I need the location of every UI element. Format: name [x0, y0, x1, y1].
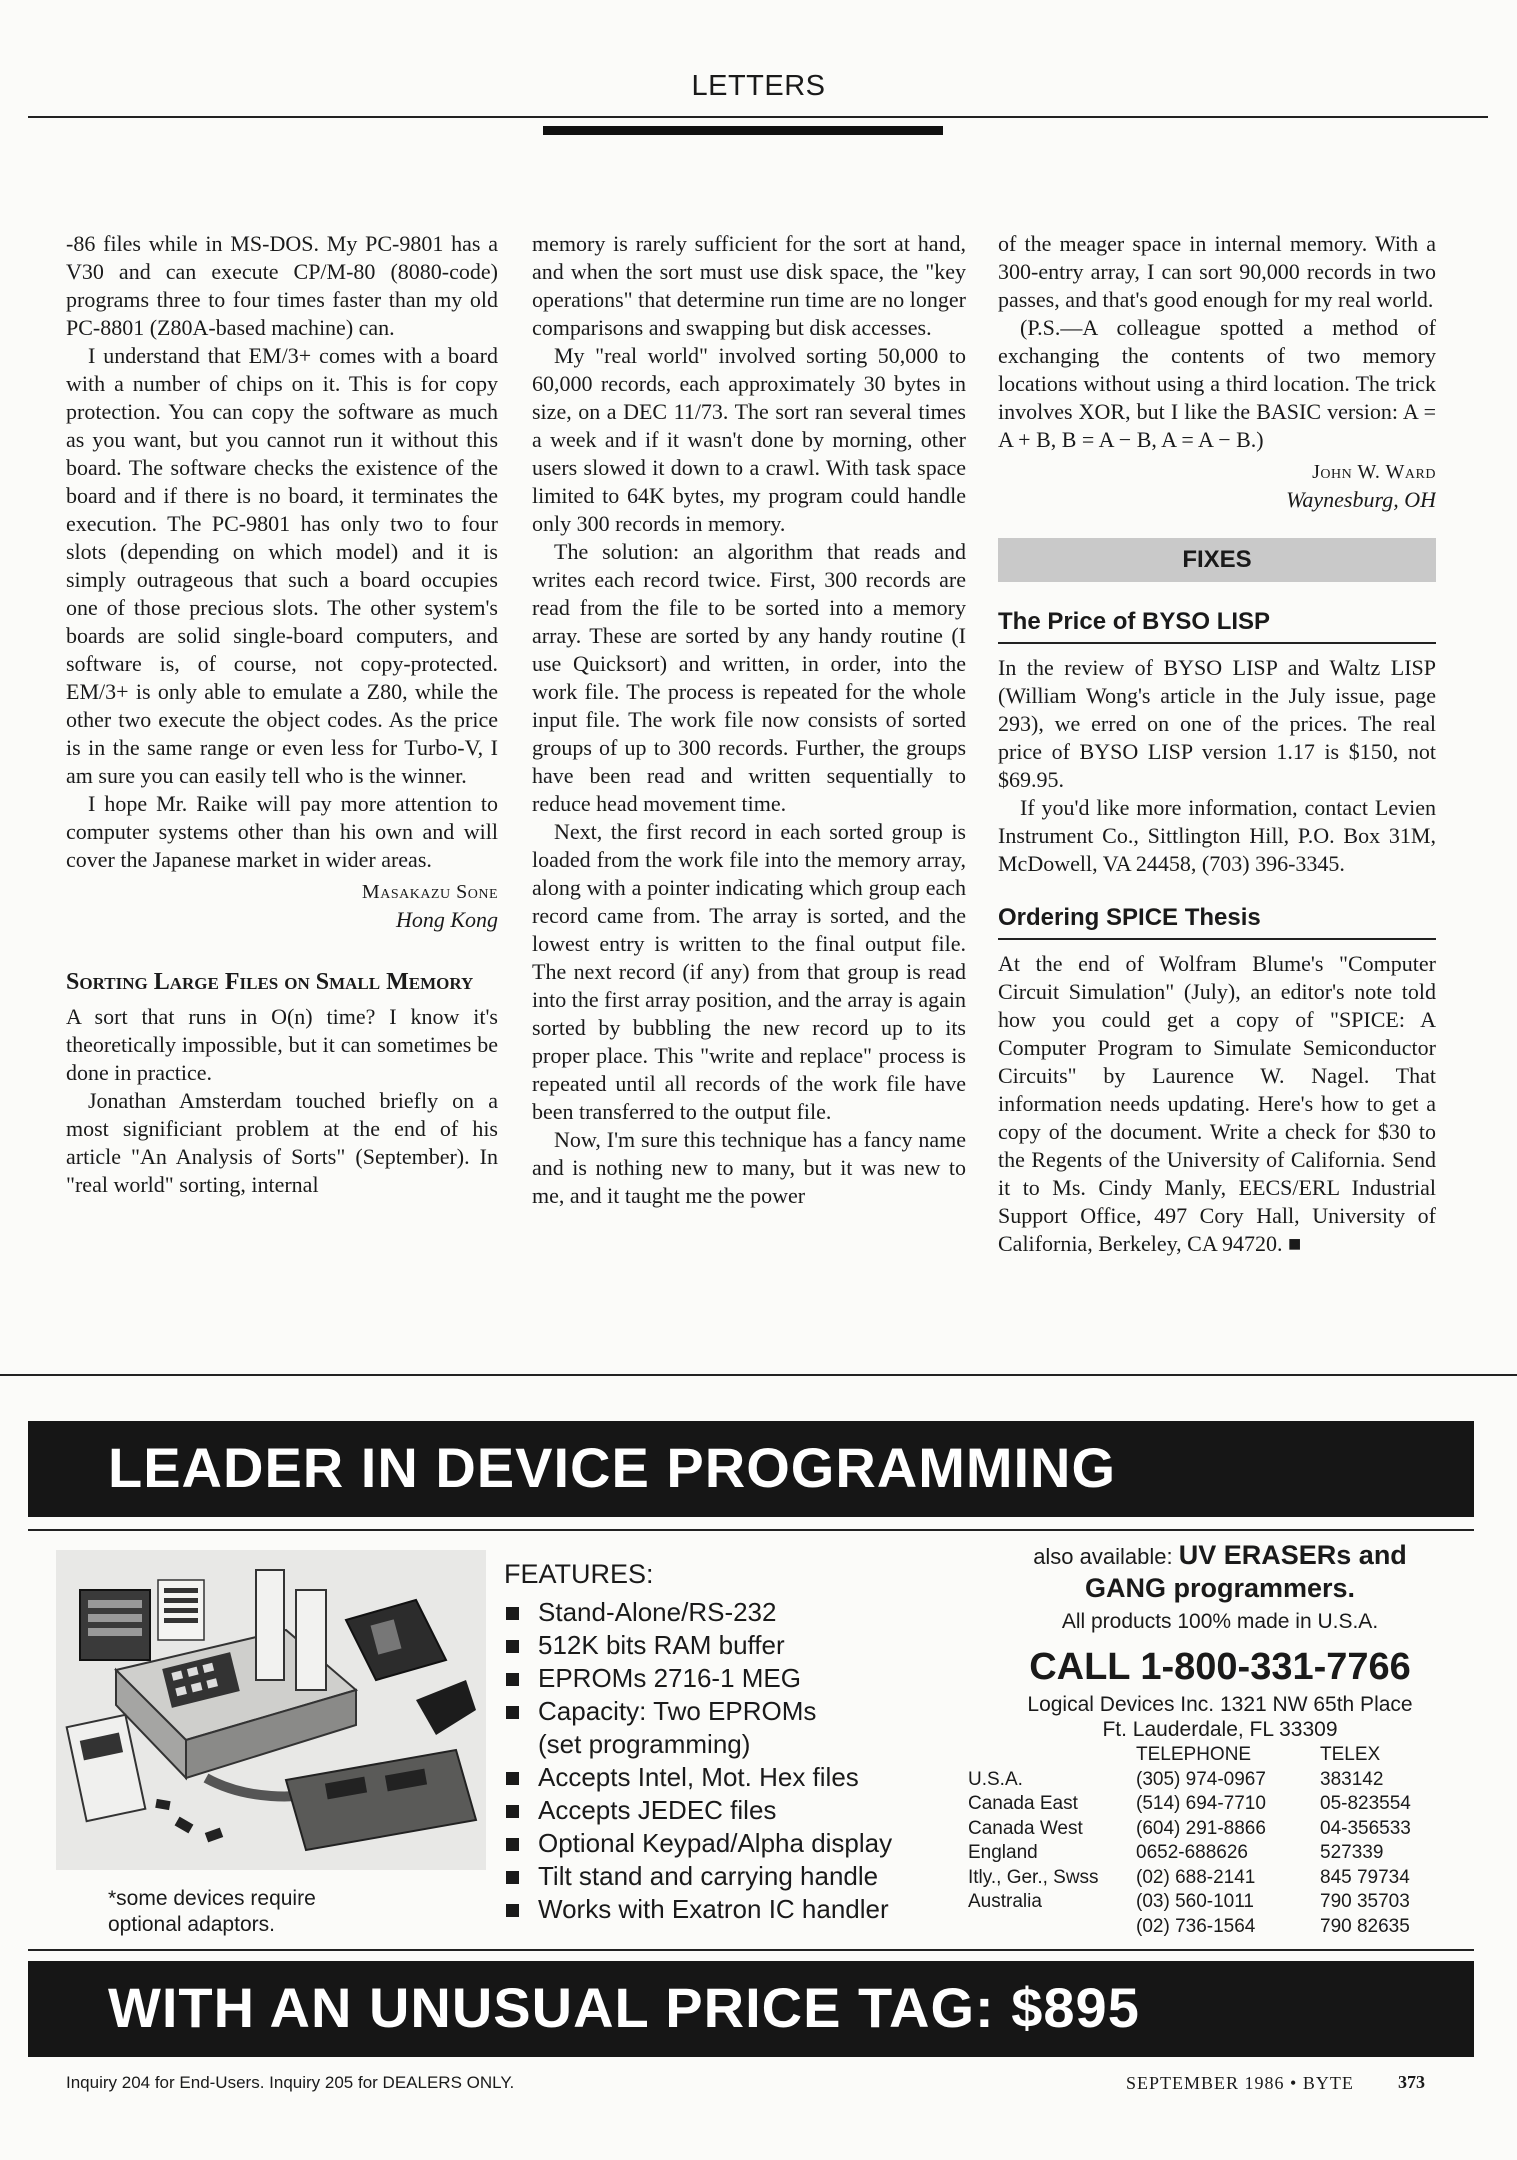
feature-item: Stand-Alone/RS-232 [504, 1596, 944, 1629]
feature-item: Accepts JEDEC files [504, 1794, 944, 1827]
ad-top-rule [0, 1374, 1517, 1376]
features-title: FEATURES: [504, 1559, 654, 1589]
feature-item-continued: (set programming) [538, 1729, 751, 1759]
letter-paragraph: My "real world" involved sorting 50,000 to 60,000 records, each approximately 30 bytes in size, on a DEC 11/73. The sort ran several times a week and if it wasn't done by morning, other users slowed it down to a crawl. With task space limited to 64K bytes, my program could handle only 300 records in memory. [532, 343, 966, 536]
header-rule [28, 116, 1488, 118]
telephone-header: TELEPHONE [1136, 1744, 1252, 1765]
ad-rule [28, 1949, 1474, 1951]
contact-header-row [968, 1743, 1468, 1768]
signature-place: Waynesburg, OH [1286, 487, 1436, 512]
photo-caption-line: optional adaptors. [108, 1913, 275, 1936]
also-available: also available: UV ERASERs and [1033, 1540, 1407, 1570]
ad-price-text: WITH AN UNUSUAL PRICE TAG: $895 [108, 1976, 1140, 2039]
letter-paragraph: I understand that EM/3+ comes with a board with a number of chips on it. This is for copy protection. You can copy the software as much as you want, but you cannot run it without this board. The software checks the existence of the board and if there is no board, it terminates the execution. The PC-9801 has only two to four slots (depending on which model) and it is simply outrageous that such a board occupies one of those precious slots. The other system's boards are solid single-board computers, and software is, of course, not copy-protected. EM/3+ is only able to emulate a Z80, while the other two execute the object codes. As the price is in the same range or even less for Turbo-V, I am sure you can easily tell who is the winner. [66, 343, 498, 788]
bullet-square-icon [506, 1904, 519, 1917]
feature-item: Optional Keypad/Alpha display [504, 1827, 944, 1860]
company-city: Ft. Lauderdale, FL 33309 [1102, 1718, 1338, 1741]
page-number: 373 [1398, 2072, 1425, 2092]
section-header: LETTERS [691, 70, 826, 102]
contact-row: Canada West (604) 291-8866 04-356533 [968, 1817, 1411, 1839]
bullet-square-icon [506, 1640, 519, 1653]
company-address: Logical Devices Inc. 1321 NW 65th Place [1027, 1693, 1413, 1716]
feature-item: Accepts Intel, Mot. Hex files [504, 1761, 944, 1794]
photo-caption [108, 1886, 438, 1938]
bullet-square-icon [506, 1706, 519, 1719]
article-column-1 [66, 230, 498, 1350]
letter-paragraph: memory is rarely sufficient for the sort at hand, and when the sort must use disk space, the "key operations" that determine run time are no longer comparisons and swapping but disk accesses. [532, 231, 966, 340]
ad-rule [28, 1529, 1474, 1531]
letter-paragraph: A sort that runs in O(n) time? I know it's theoretically impossible, but it can sometimes be done in practice. [66, 1004, 498, 1085]
features-list [504, 1556, 944, 1926]
bullet-square-icon [506, 1805, 519, 1818]
letter-paragraph: Next, the first record in each sorted group is loaded from the work file into the memory array, along with a pointer indicating which group each record came from. The array is sorted, and the lowest entry is written to the final output file. The next record (if any) from that group is read into the first array position, and the array is again sorted by bubbling the new record up to its proper place. This "write and replace" process is repeated until all records of the work file have been transferred to the output file. [532, 819, 966, 1124]
call-number: CALL 1-800-331-7766 [1029, 1646, 1411, 1688]
telex-header: TELEX [1320, 1744, 1381, 1765]
contact-table [968, 1743, 1468, 1939]
made-in-usa: All products 100% made in U.S.A. [1061, 1610, 1379, 1633]
letter-paragraph: Jonathan Amsterdam touched briefly on a most significiant problem at the end of his article "An Analysis of Sorts" (September). In "real world" sorting, internal [66, 1088, 498, 1197]
contact-row: England 0652-688626 527339 [968, 1842, 1384, 1863]
bullet-square-icon [506, 1607, 519, 1620]
ad-headline-banner [28, 1421, 1474, 1517]
contact-row: Canada East (514) 694-7710 05-823554 [968, 1793, 1411, 1814]
feature-item: 512K bits RAM buffer [504, 1629, 944, 1662]
also-product-line-2: GANG programmers. [1084, 1573, 1356, 1603]
contact-row: Australia (03) 560-1011 790 35703 [968, 1891, 1410, 1912]
product-photo [56, 1550, 486, 1870]
signature-name: John W. Ward [1312, 461, 1436, 483]
letter-paragraph: of the meager space in internal memory. With a 300-entry array, I can sort 90,000 records in two passes, and that's good enough for my real world. [998, 231, 1436, 312]
feature-item: Capacity: Two EPROMs [504, 1695, 944, 1728]
fix-paragraph: In the review of BYSO LISP and Waltz LISP (William Wong's article in the July issue, page 293), we erred on one of the prices. The real price of BYSO LISP version 1.17 is $150, not $69.95. [998, 655, 1436, 792]
bullet-square-icon [506, 1838, 519, 1851]
fix-heading: Ordering SPICE Thesis [998, 902, 1436, 940]
letter-paragraph: -86 files while in MS-DOS. My PC-9801 has a V30 and can execute CP/M-80 (8080-code) programs three to four times faster than my old PC-8801 (Z80A-based machine) can. [66, 231, 498, 340]
letter-paragraph: The solution: an algorithm that reads and writes each record twice. First, 300 records are read from the file to be sorted into a memory array. These are sorted by any handy routine (I use Quicksort) and written, in order, into the work file. The process is repeated for the whole input file. The work file now consists of sorted groups of up to 300 records. Further, the groups have been read and written sequentially to reduce head movement time. [532, 539, 966, 816]
contact-block [960, 1540, 1480, 1742]
signature-name: Masakazu Sone [361, 881, 498, 903]
fix-paragraph: If you'd like more information, contact Levien Instrument Co., Sittlington Hill, P.O. Box 31M, McDowell, VA 24458, (703) 396-3345. [998, 795, 1436, 876]
feature-item: EPROMs 2716-1 MEG [504, 1662, 944, 1695]
bullet-square-icon [506, 1772, 519, 1785]
fixes-banner: FIXES [998, 538, 1436, 582]
footer-inquiry: Inquiry 204 for End-Users. Inquiry 205 for DEALERS ONLY. [66, 2073, 515, 2092]
article-column-2 [532, 230, 966, 1350]
letter-paragraph: (P.S.—A colleague spotted a method of exchanging the contents of two memory locations without using a third location. The trick involves XOR, but I like the BASIC version: A = A + B, B = A − B, A = A − B.) [998, 315, 1436, 452]
feature-item: Tilt stand and carrying handle [504, 1860, 944, 1893]
photo-caption-line: *some devices require [108, 1887, 316, 1910]
footer-issue: SEPTEMBER 1986 • BYTE [1126, 2073, 1354, 2093]
bullet-square-icon [506, 1673, 519, 1686]
contact-row: U.S.A. (305) 974-0967 383142 [968, 1768, 1384, 1790]
fix-heading: The Price of BYSO LISP [998, 606, 1436, 644]
bullet-square-icon [506, 1871, 519, 1884]
feature-item: Works with Exatron IC handler [504, 1893, 944, 1926]
header-bar [543, 126, 943, 135]
letter-paragraph: I hope Mr. Raike will pay more attention to computer systems other than his own and will cover the Japanese market in wider areas. [66, 791, 498, 872]
fix-paragraph: At the end of Wolfram Blume's "Computer Circuit Simulation" (July), an editor's note told how you could get a copy of "SPICE: A Computer Program to Simulate Semiconductor Circuits" by Laurence W. Nagel. That information needs updating. Here's how to get a copy of the document. Write a check for $30 to the Regents of the University of California. Send it to Ms. Cindy Manly, EECS/ERL Industrial Support Office, 497 Cory Hall, University of California, Berkeley, CA 94720. ■ [998, 951, 1436, 1256]
letter-heading: Sorting Large Files on Small Memory [66, 969, 474, 995]
ad-price-banner [28, 1961, 1474, 2057]
article-column-3 [998, 230, 1436, 1350]
signature-place: Hong Kong [395, 907, 498, 932]
letter-paragraph: Now, I'm sure this technique has a fancy name and is nothing new to many, but it was new to me, and it taught me the power [532, 1127, 966, 1208]
ad-headline-text: LEADER IN DEVICE PROGRAMMING [108, 1436, 1117, 1499]
also-product: UV ERASERs and [1178, 1540, 1407, 1570]
contact-row: (02) 736-1564 790 82635 [1136, 1915, 1410, 1937]
contact-row: Itly., Ger., Swss (02) 688-2141 845 79734 [968, 1866, 1410, 1888]
